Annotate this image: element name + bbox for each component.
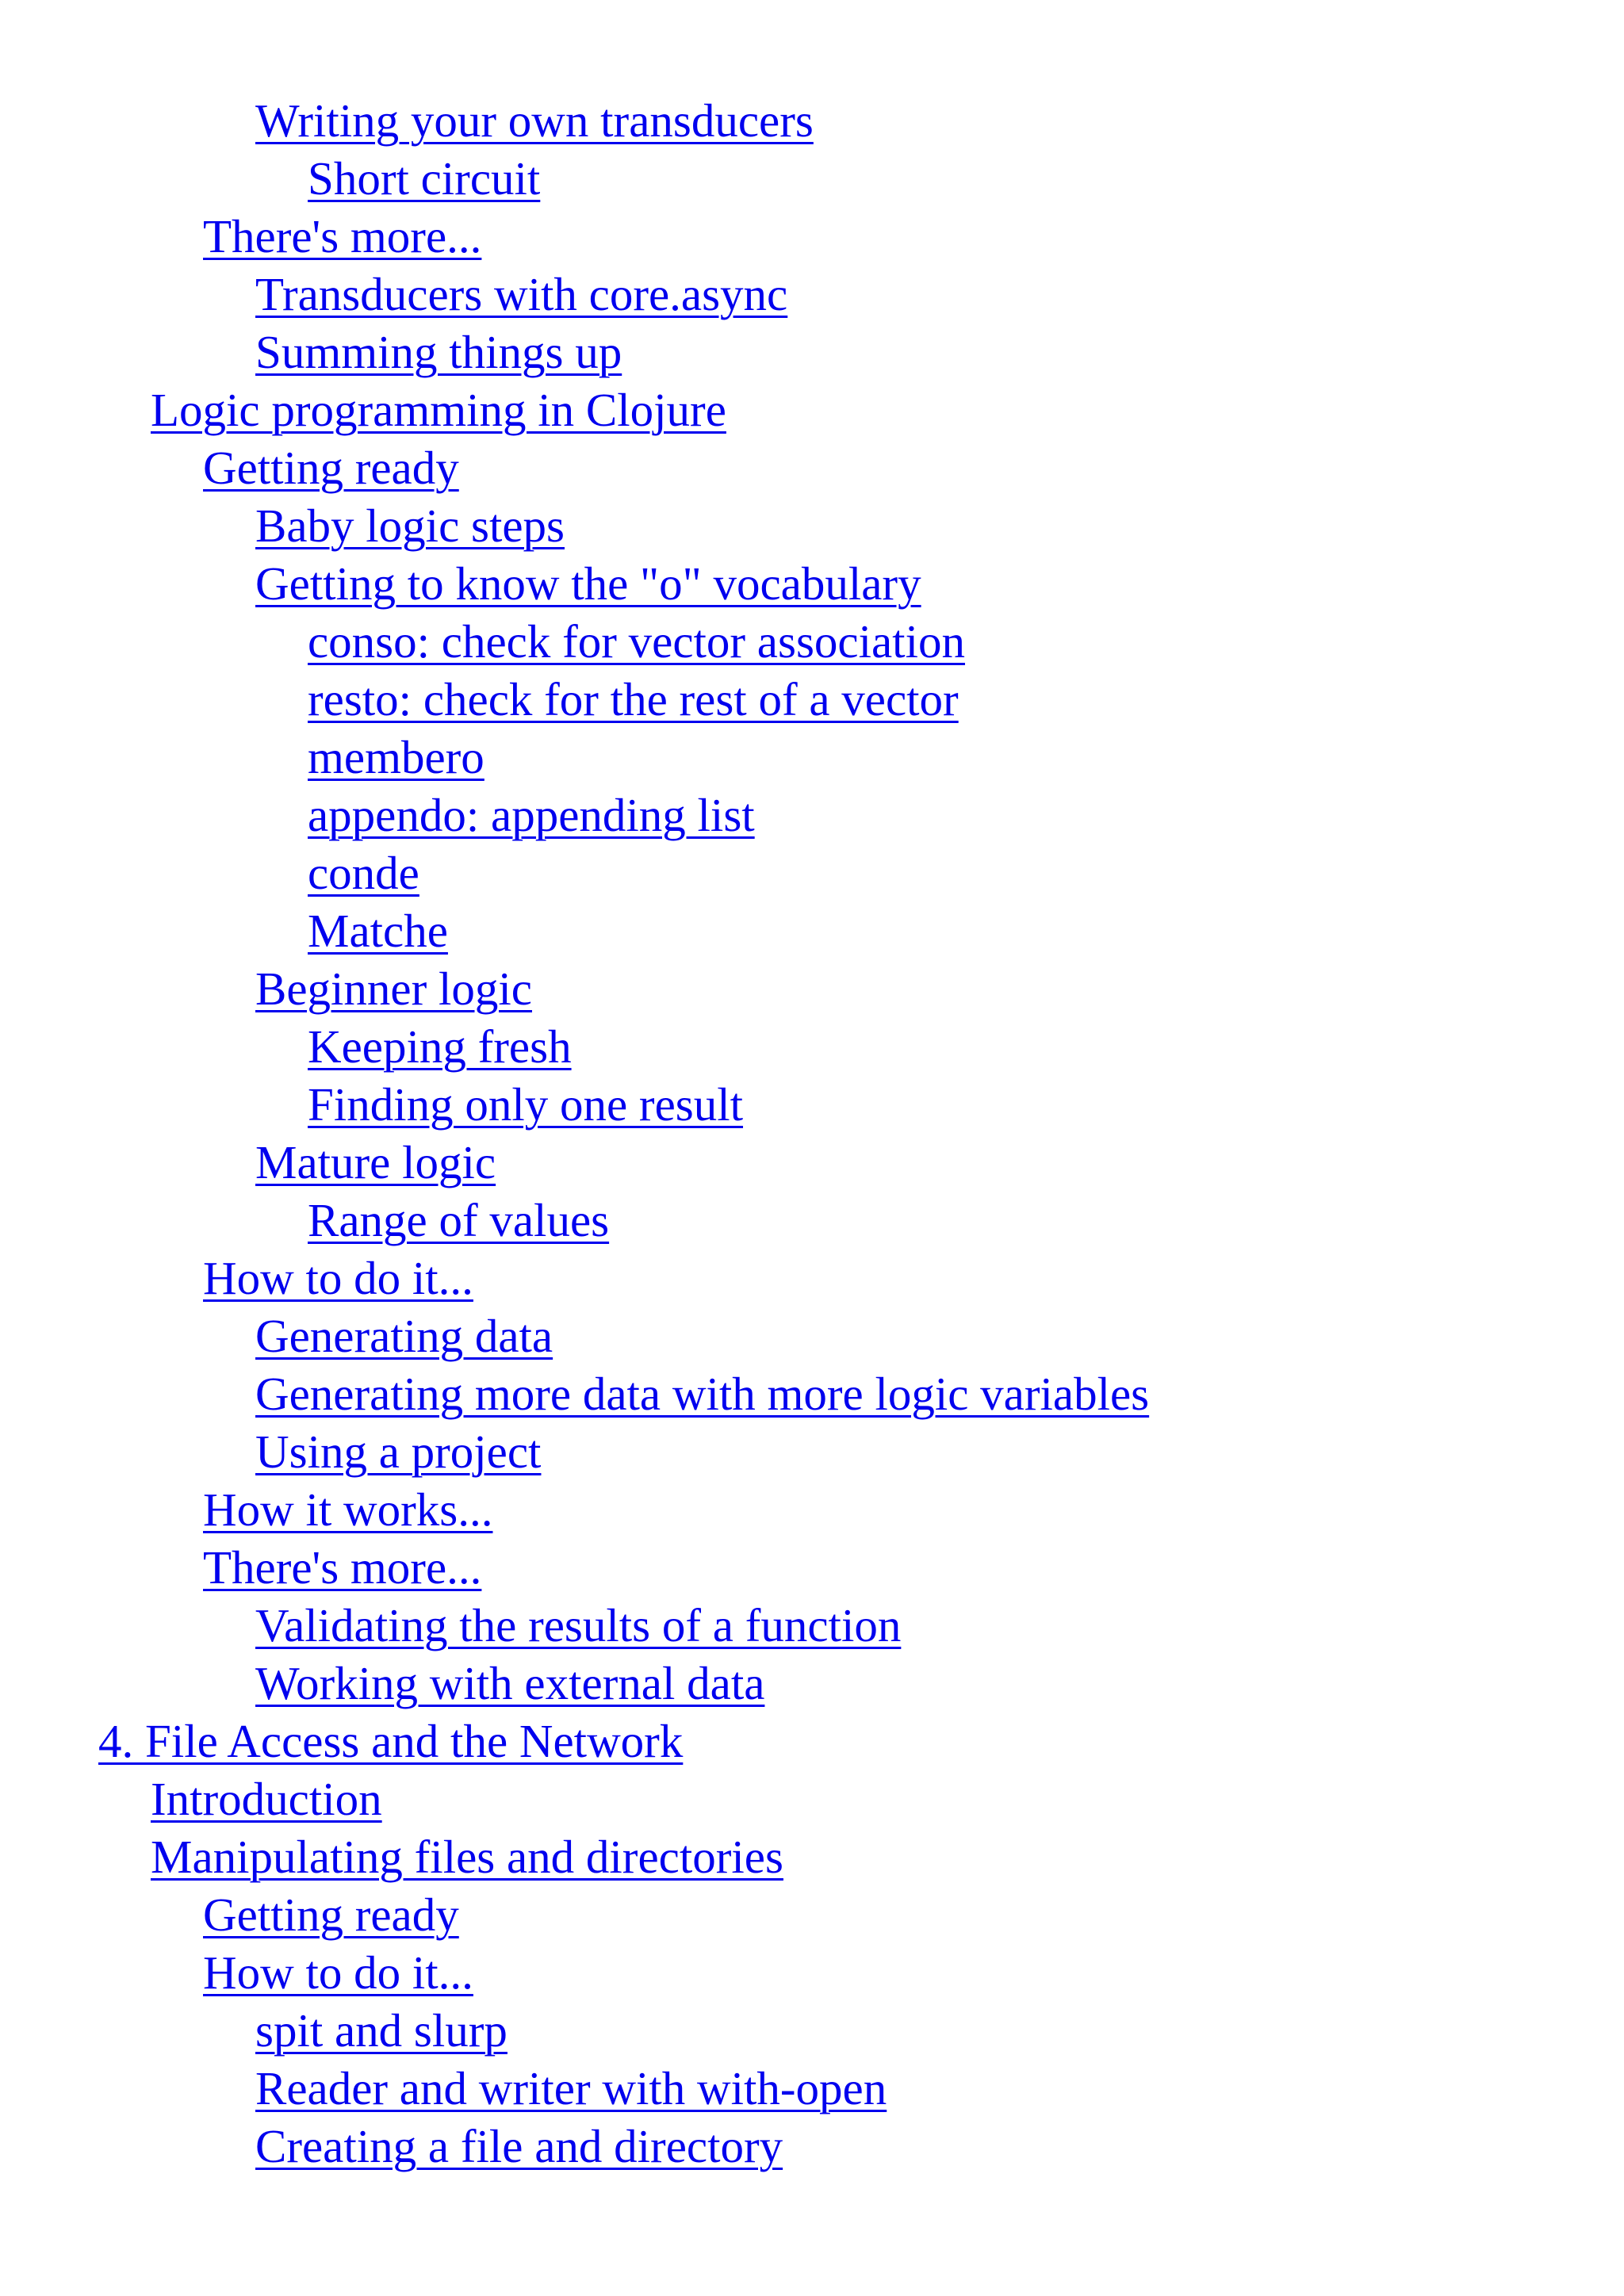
toc-link[interactable]: Matche — [308, 905, 448, 957]
toc-item — [0, 1944, 1149, 2002]
toc-link[interactable]: Finding only one result — [308, 1078, 744, 1131]
table-of-contents — [0, 92, 1149, 2175]
toc-link[interactable]: appendo: appending list — [308, 789, 755, 841]
toc-link[interactable]: Getting ready — [203, 1888, 459, 1941]
toc-link[interactable]: Validating the results of a function — [255, 1599, 902, 1651]
toc-item — [0, 1249, 1149, 1307]
toc-item — [0, 2118, 1149, 2175]
toc-link[interactable]: Logic programming in Clojure — [151, 384, 726, 436]
toc-link[interactable]: Short circuit — [308, 152, 541, 205]
toc-item — [0, 266, 1149, 323]
toc-link[interactable]: Creating a file and directory — [255, 2120, 783, 2172]
toc-item — [0, 1192, 1149, 1249]
toc-item — [0, 1712, 1149, 1770]
toc-link[interactable]: conde — [308, 847, 419, 899]
toc-link[interactable]: Mature logic — [255, 1136, 496, 1188]
toc-item — [0, 613, 1149, 671]
toc-item — [0, 92, 1149, 150]
toc-link[interactable]: There's more... — [203, 210, 482, 262]
toc-item — [0, 1597, 1149, 1655]
toc-item — [0, 1134, 1149, 1192]
toc-item — [0, 497, 1149, 555]
toc-item — [0, 1018, 1149, 1076]
toc-item — [0, 2060, 1149, 2118]
toc-link[interactable]: Range of values — [308, 1194, 610, 1246]
toc-item — [0, 439, 1149, 497]
toc-item — [0, 1770, 1149, 1828]
toc-item — [0, 1828, 1149, 1886]
toc-link[interactable]: Getting to know the "o" vocabulary — [255, 557, 921, 610]
toc-item — [0, 150, 1149, 208]
toc-link[interactable]: Using a project — [255, 1425, 542, 1478]
toc-item — [0, 2002, 1149, 2060]
toc-item — [0, 729, 1149, 786]
toc-link[interactable]: Baby logic steps — [255, 499, 565, 552]
toc-item — [0, 786, 1149, 844]
toc-item — [0, 960, 1149, 1018]
toc-item — [0, 671, 1149, 729]
toc-link[interactable]: Generating data — [255, 1310, 553, 1362]
toc-link[interactable]: spit and slurp — [255, 2004, 508, 2057]
toc-link[interactable]: Working with external data — [255, 1657, 765, 1709]
toc-link[interactable]: There's more... — [203, 1541, 482, 1594]
toc-link[interactable]: conso: check for vector association — [308, 615, 965, 668]
toc-link[interactable]: 4. File Access and the Network — [98, 1715, 684, 1767]
toc-item — [0, 1365, 1149, 1423]
toc-link[interactable]: Writing your own transducers — [255, 94, 814, 147]
toc-item — [0, 1886, 1149, 1944]
toc-item — [0, 902, 1149, 960]
toc-item — [0, 1481, 1149, 1539]
toc-link[interactable]: Getting ready — [203, 442, 459, 494]
toc-item — [0, 1423, 1149, 1481]
toc-item — [0, 381, 1149, 439]
toc-item — [0, 323, 1149, 381]
toc-link[interactable]: Generating more data with more logic variables — [255, 1368, 1150, 1420]
toc-item — [0, 1539, 1149, 1597]
toc-item — [0, 1655, 1149, 1712]
toc-link[interactable]: Reader and writer with with-open — [255, 2062, 887, 2114]
toc-link[interactable]: How to do it... — [203, 1252, 473, 1304]
toc-link[interactable]: Introduction — [151, 1773, 382, 1825]
toc-link[interactable]: Keeping fresh — [308, 1020, 572, 1073]
toc-item — [0, 844, 1149, 902]
toc-item — [0, 1076, 1149, 1134]
toc-link[interactable]: How to do it... — [203, 1946, 473, 1999]
toc-link[interactable]: Beginner logic — [255, 962, 532, 1015]
toc-link[interactable]: membero — [308, 731, 485, 783]
toc-link[interactable]: How it works... — [203, 1483, 493, 1536]
toc-item — [0, 208, 1149, 266]
toc-link[interactable]: Transducers with core.async — [255, 268, 788, 320]
toc-link[interactable]: resto: check for the rest of a vector — [308, 673, 959, 725]
toc-item — [0, 555, 1149, 613]
toc-link[interactable]: Manipulating files and directories — [151, 1831, 783, 1883]
toc-link[interactable]: Summing things up — [255, 326, 622, 378]
toc-item — [0, 1307, 1149, 1365]
